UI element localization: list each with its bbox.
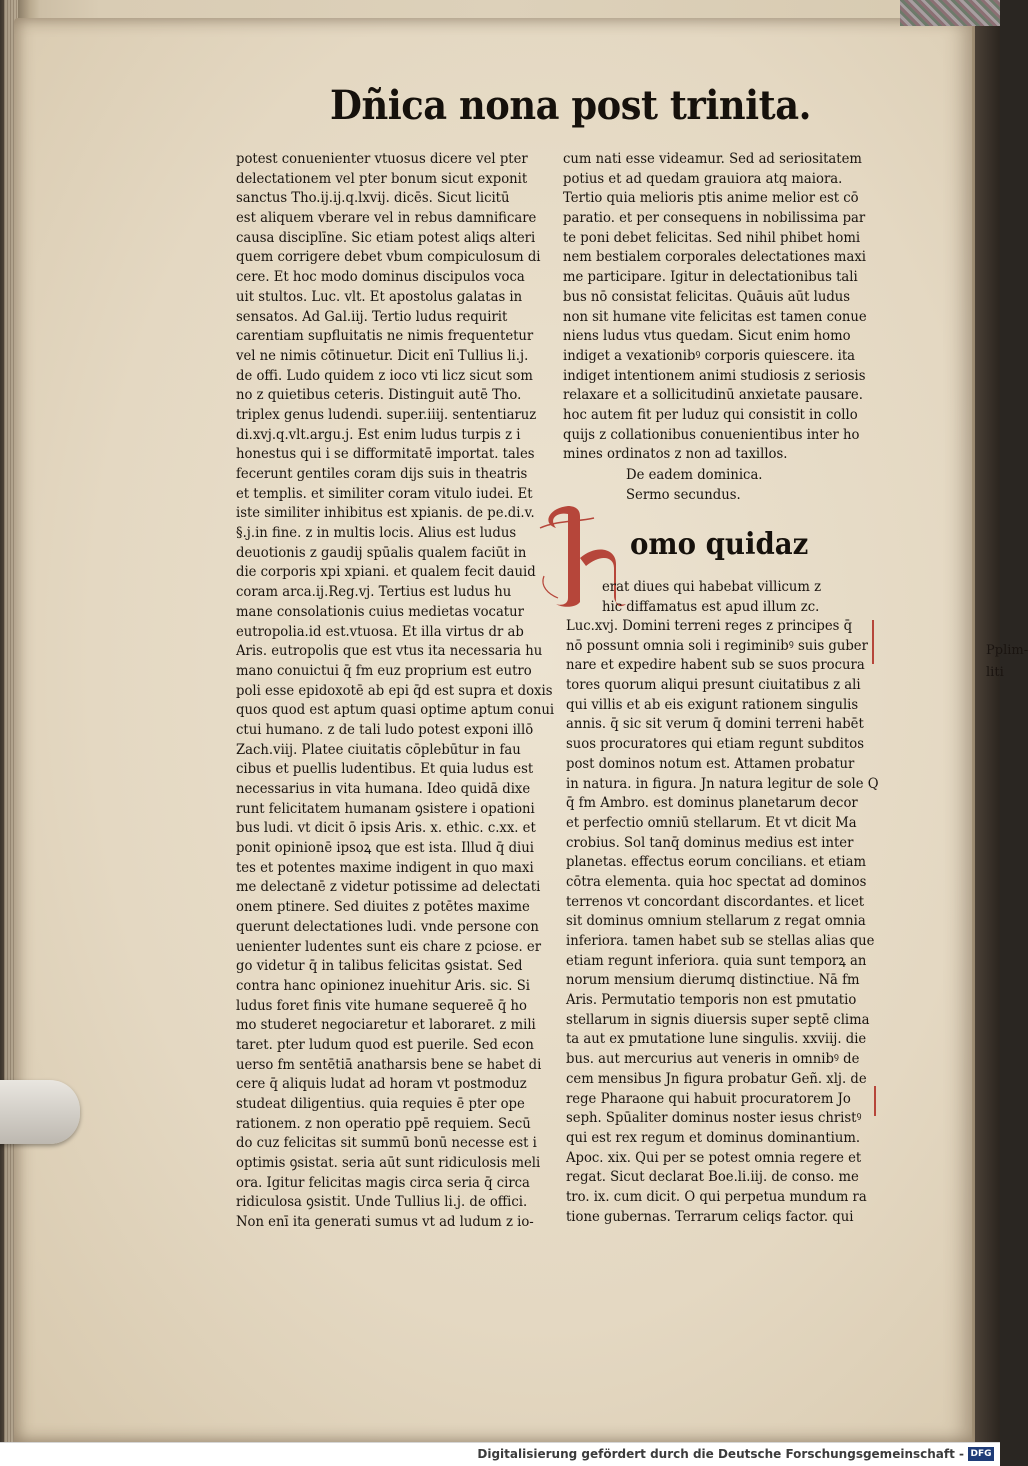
text-line: t	[994, 665, 1000, 680]
text-line: ctui humano. z de tali ludo potest exponi illō	[236, 721, 534, 738]
text-line: cibus et puellis ludentibus. Et quia ludus est	[236, 761, 534, 778]
right-column-top	[563, 150, 875, 465]
text-line: te poni debet felicitas. Sed nihil phibet homi	[563, 229, 861, 246]
text-line: fecerunt gentiles coram dijs suis in theatris	[236, 466, 528, 482]
text-line: i	[999, 665, 1004, 680]
text-line: studeat diligentius. quia requies ē pter ope	[236, 1096, 525, 1112]
text-line: m	[1011, 643, 1024, 658]
text-line: in natura. in figura. Jn natura legitur de sole Q	[566, 775, 879, 792]
text-line: carentiam supfluitatis ne nimis frequentetur	[236, 328, 534, 345]
text-line: annis. q̄ sic sit verum q̄ domini terreni habēt	[566, 716, 864, 733]
text-line: quos quod est aptum quasi optime aptum conui	[236, 702, 555, 719]
text-line: sit dominus omnium stellarum z regat omnia	[566, 913, 866, 930]
text-line: mano conuictui q̄ fm euz proprium est eutro	[236, 662, 532, 679]
text-line: qui villis et ab eis exigunt rationem singulis	[566, 696, 859, 713]
text-line: poli esse epidoxotē ab epi q̄d est supra et doxis	[236, 682, 553, 699]
text-line: tores quorum aliqui presunt ciuitatibus z ali	[566, 677, 861, 694]
text-line: die corporis xpi xpiani. et qualem fecit dauid	[236, 564, 536, 581]
text-line: planetas. effectus eorum concilians. et etiam	[566, 854, 866, 871]
bookmark-ribbon	[0, 1080, 80, 1144]
text-line: indiget a vexationibꝰ corporis quiescere. ita	[563, 347, 855, 364]
text-line: do cuz felicitas sit summū bonū necesse est i	[236, 1135, 537, 1152]
text-line: p	[994, 643, 1004, 658]
text-line: Apoc. xix. Qui per se potest omnia regere et	[566, 1149, 862, 1166]
text-line: sensatos. Ad Gal.iij. Tertio ludus requirit	[236, 308, 508, 325]
text-line: triplex genus ludendi. super.iiij. sententiaruz	[236, 406, 537, 423]
text-line: potest conuenienter vtuosus dicere vel pter	[236, 151, 528, 167]
rubric-marker	[874, 1086, 876, 1116]
text-line: ta aut ex pmutatione lune singulis. xxviij. die	[566, 1031, 867, 1048]
text-line: i	[990, 665, 995, 680]
text-line: qui est rex regum et dominus dominantium.	[566, 1129, 861, 1146]
text-line: post dominos notum est. Attamen probatur	[566, 755, 855, 772]
text-line: tes et potentes maxime indigent in quo maxi	[236, 859, 534, 876]
text-line: niens ludus vtus quedam. Sicut enim homo	[563, 328, 851, 345]
adjacent-page-marks	[986, 640, 1028, 684]
text-line: cere. Et hoc modo dominus discipulos voca	[236, 269, 525, 286]
text-line: onem ptinere. Sed diuites z potētes maxime	[236, 899, 530, 916]
text-line: norum mensium dierumq distinctiue. Nā fm	[566, 972, 860, 989]
text-line: hic diffamatus est apud illum zc.	[602, 598, 820, 615]
text-line: uenienter ludentes sunt eis chare z pciose. er	[236, 938, 542, 955]
text-line: optimis ꝯsistat. seria aūt sunt ridiculosis meli	[236, 1155, 541, 1172]
text-line: de offi. Ludo quidem z ioco vti licz sicut som	[236, 367, 533, 384]
text-line: etiam regunt inferiora. quia sunt temporꝝ an	[566, 952, 867, 969]
text-line: ridiculosa ꝯsistit. Unde Tullius li.j. de offici.	[236, 1194, 528, 1211]
rubric-marker	[872, 620, 874, 664]
footer-bar	[0, 1442, 1000, 1466]
text-line: honestus qui i se difformitatē importat. tales	[236, 446, 535, 463]
text-line: stellarum in signis diuersis super septē clima	[566, 1011, 870, 1028]
text-line: cere q̄ aliquis ludat ad horam vt postmoduz	[236, 1076, 527, 1093]
text-line: ludus foret finis vite humane sequereē q̄ ho	[236, 997, 527, 1014]
text-line: Aris. eutropolis que est vtus ita necessaria hu	[236, 643, 543, 660]
text-line: Aris. Permutatio temporis non est pmutatio	[566, 992, 857, 1009]
text-line: non sit humane vite felicitas est tamen conue	[563, 308, 867, 325]
text-line: eutropolia.id est.vtuosa. Et illa virtus dr ab	[236, 623, 524, 640]
text-line: runt felicitatem humanam ꝯsistere i opationi	[236, 800, 535, 817]
text-line: tione gubernas. Terrarum celiqs factor. qui	[566, 1208, 854, 1225]
text-line: cum nati esse videamur. Sed ad seriositatem	[563, 151, 862, 167]
text-line: me participare. Igitur in delectationibus tali	[563, 269, 858, 286]
text-line: q̄ fm Ambro. est dominus planetarum decor	[566, 795, 858, 812]
text-line: bus. aut mercurius aut veneris in omnibꝰ de	[566, 1051, 860, 1068]
text-line: querunt delectationes ludi. vnde persone con	[236, 918, 539, 935]
right-column-main	[602, 578, 874, 617]
text-line: rationem. z non operatio ppē requiem. Secū	[236, 1115, 531, 1132]
text-line: contra hanc opinionez inuehitur Aris. sic. Si	[236, 977, 530, 994]
text-line: et perfectio omniū stellarum. Et vt dicit Ma	[566, 814, 857, 831]
text-line: ora. Igitur felicitas magis circa seria q̄ circa	[236, 1174, 530, 1191]
text-line: -	[1023, 643, 1028, 658]
text-line: causa disciplīne. Sic etiam potest aliqs alteri	[236, 229, 536, 246]
text-line: vel ne nimis cōtinuetur. Dicit enī Tullius li.j.	[236, 347, 529, 364]
text-line: nō possunt omnia soli i regiminibꝰ suis guber	[566, 637, 868, 654]
text-line: Luc.xvj. Domini terreni reges z principes q̄	[566, 618, 853, 634]
sermon-heading	[626, 465, 773, 505]
text-line: suos procuratores qui etiam regunt subditos	[566, 736, 864, 753]
text-line: cōtra elementa. quia hoc spectat ad dominos	[566, 873, 867, 890]
text-line: uit stultos. Luc. vlt. Et apostolus galatas in	[236, 288, 523, 305]
text-line: coram arca.ij.Reg.vj. Tertius est ludus hu	[236, 584, 512, 601]
text-line: Non enī ita generati sumus vt ad ludum z io-	[236, 1214, 534, 1231]
text-line: seph. Spūaliter dominus noster iesus christꝰ	[566, 1110, 862, 1127]
text-line: terrenos vt concordant discordantes. et licet	[566, 893, 865, 910]
text-line: tro. ix. cum dicit. O qui perpetua mundum ra	[566, 1188, 867, 1205]
text-line: paratio. et per consequens in nobilissima par	[563, 210, 866, 227]
text-line: relaxare et a sollicitudinū anxietate pausare.	[563, 387, 863, 404]
text-line: hoc autem fit per luduz qui consistit in collo	[563, 406, 858, 423]
text-line: rege Pharaone qui habuit procuratorem Jo	[566, 1090, 851, 1107]
text-line: erat diues qui habebat villicum z	[602, 579, 822, 595]
text-line: quijs z collationibus conuenientibus inter ho	[563, 426, 860, 443]
text-line: potius et ad quedam grauiora atq maiora.	[563, 170, 843, 187]
text-line: Sermo secundus.	[626, 487, 741, 503]
text-line: sanctus Tho.ij.ij.q.lxvij. dicēs. Sicut licitū	[236, 190, 510, 207]
text-line: di.xvj.q.vlt.argu.j. Est enim ludus turpis z i	[236, 426, 521, 443]
text-line: Zach.viij. Platee ciuitatis cōplebūtur in fau	[236, 741, 521, 758]
text-line: necessarius in vita humana. Ideo quidā dixe	[236, 781, 531, 797]
text-line: indiget intentionem animi studiosis z seriosis	[563, 367, 866, 384]
text-line: inferiora. tamen habet sub se stellas alias que	[566, 933, 875, 949]
text-line: iste similiter inhibitus est xpianis. de pe.di.v.	[236, 505, 535, 522]
text-line: deuotionis z gaudij spūalis qualem faciūt in	[236, 544, 527, 561]
text-line: nem bestialem corporales delectationes maxi	[563, 249, 866, 266]
text-line: cem mensibus Jn figura probatur Geñ. xlj. de	[566, 1070, 867, 1087]
text-line: mines ordinatos z non ad taxillos.	[563, 446, 788, 463]
text-line: uerso fm sentētiā anatharsis bene se habet di	[236, 1056, 542, 1073]
text-line: et templis. et similiter coram vitulo iudei. Et	[236, 485, 533, 502]
corner-fabric	[900, 0, 1000, 26]
text-line: ponit opinionē ipsoꝝ que est ista. Illud q̄ diui	[236, 840, 534, 857]
text-line: P	[986, 643, 995, 658]
text-line: quem corrigere debet vbum compiculosum di	[236, 249, 541, 266]
text-line: regat. Sicut declarat Boe.li.iij. de conso. me	[566, 1169, 859, 1186]
binding-edge	[975, 0, 1000, 1442]
text-line: l	[1003, 643, 1008, 658]
text-line: mo studeret negociaretur et laboraret. z mili	[236, 1017, 536, 1034]
dfg-logo-icon: DFG	[968, 1447, 994, 1461]
text-line: me delectanē z videtur potissime ad delectati	[236, 879, 541, 896]
left-column	[236, 150, 555, 1233]
text-line: no z quietibus ceteris. Distinguit autē Tho.	[236, 387, 522, 404]
text-line: delectationem vel pter bonum sicut exponit	[236, 170, 528, 187]
text-line: crobius. Sol tanq̄ dominus medius est inter	[566, 834, 854, 851]
text-line: est aliquem vberare vel in rebus damnificare	[236, 210, 537, 227]
text-line: §.j.in fine. z in multis locis. Alius est ludus	[236, 525, 517, 542]
text-line: taret. pter ludum quod est puerile. Sed econ	[236, 1036, 534, 1053]
text-line: Tertio quia melioris ptis anime melior est cō	[563, 190, 859, 207]
sermon-lead-words: omo quidaz	[630, 527, 809, 562]
text-line: nare et expedire habent sub se suos procura	[566, 657, 865, 674]
footer-credit: Digitalisierung gefördert durch die Deutsche Forschungsgemeinschaft -	[477, 1447, 964, 1461]
text-line: i	[1007, 643, 1012, 658]
text-line: bus nō consistat felicitas. Quāuis aūt ludus	[563, 288, 851, 305]
right-column-continued	[566, 617, 879, 1227]
text-line: mane consolationis cuius medietas vocatur	[236, 603, 524, 620]
text-line: De eadem dominica.	[626, 467, 763, 483]
text-line: l	[986, 665, 991, 680]
text-line: bus ludi. vt dicit ō ipsis Aris. x. ethic. c.xx. et	[236, 820, 536, 837]
text-line: go videtur q̄ in talibus felicitas ꝯsistat. Sed	[236, 958, 523, 975]
page-heading: Dñica nona post trinita.	[330, 82, 811, 129]
